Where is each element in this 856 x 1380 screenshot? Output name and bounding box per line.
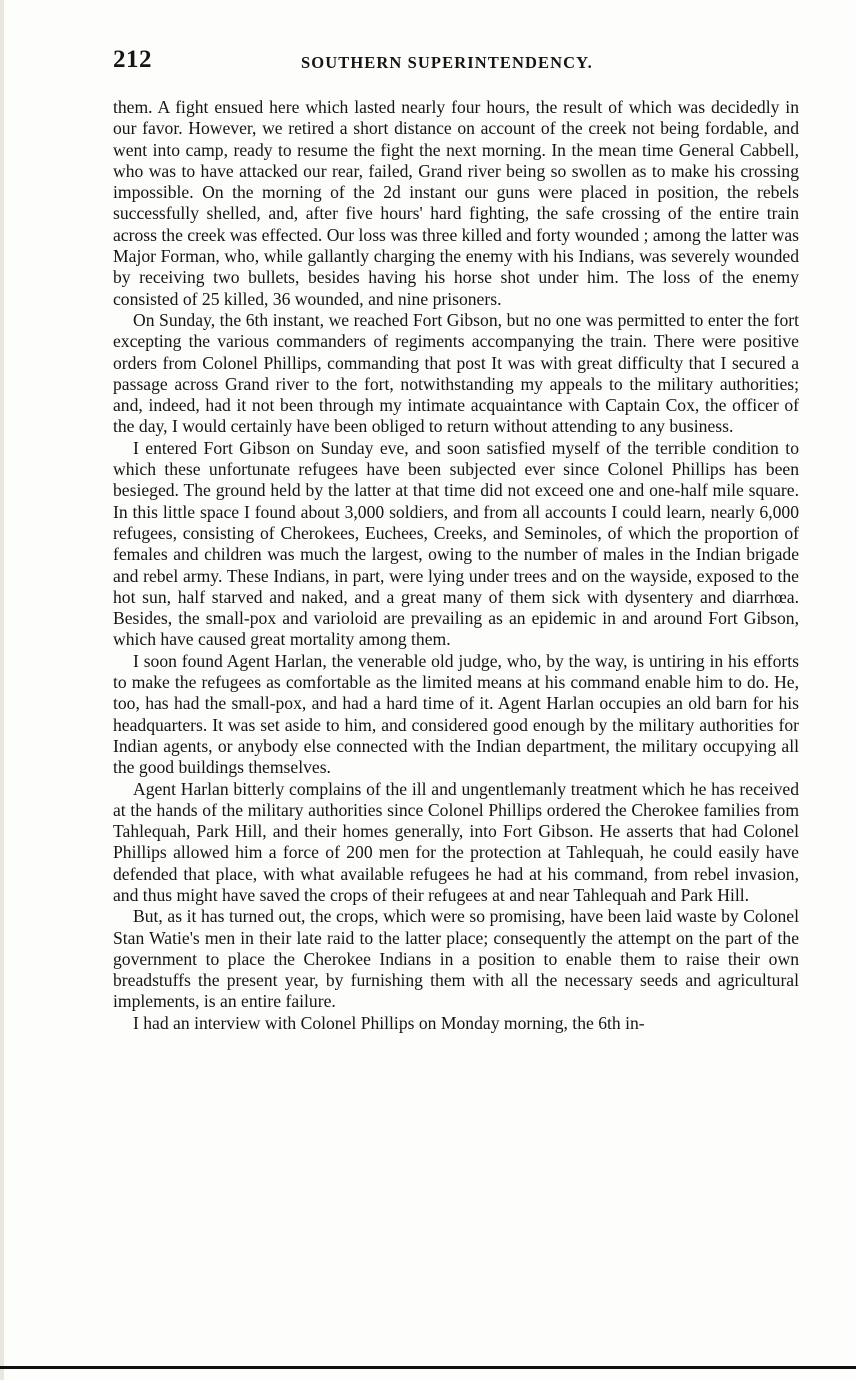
paragraph-6: But, as it has turned out, the crops, which were so promising, have been laid waste by Colonel Stan Watie's men in their late raid to the latter place; consequently the attempt on the part of the government to place the Cherokee Indians in a position to enable them to raise their own breadstuffs the present year, by furnishing them with all the necessary seeds and agricultural implements, is an entire failure.	[113, 906, 799, 1012]
paragraph-1: them. A fight ensued here which lasted nearly four hours, the result of which was decidedly in our favor. However, we retired a short distance on account of the creek not being fordable, and went into camp, ready to resume the fight the next morning. In the mean time General Cabbell, who was to have attacked our rear, failed, Grand river being so swollen as to make his crossing impossible. On the morning of the 2d instant our guns were placed in position, the rebels successfully shelled, and, after five hours' hard fighting, the safe crossing of the entire train across the creek was effected. Our loss was three killed and forty wounded ; among the latter was Major Forman, who, while gallantly charging the enemy with his Indians, was severely wounded by receiving two bullets, besides having his horse shot under him. The loss of the enemy consisted of 25 killed, 36 wounded, and nine prisoners.	[113, 97, 799, 309]
paragraph-3: I entered Fort Gibson on Sunday eve, and soon satisfied myself of the terrible condition to which these unfortunate refugees have been subjected ever since Colonel Phillips has been besieged. The ground held by the latter at that time did not exceed one and one-half mile square. In this little space I found about 3,000 soldiers, and from all accounts I could learn, nearly 6,000 refugees, consisting of Cherokees, Euchees, Creeks, and Seminoles, of which the proportion of females and children was much the largest, owing to the number of males in the Indian brigade and rebel army. These Indians, in part, were lying under trees and on the wayside, exposed to the hot sun, half starved and naked, and a great many of them sick with dysentery and diarrhœa. Besides, the small-pox and varioloid are prevailing as an epidemic in and around Fort Gibson, which have caused great mortality among them.	[113, 437, 799, 650]
page-number: 212	[113, 46, 152, 73]
page-edge-shadow	[0, 0, 4, 1380]
page-header	[113, 46, 803, 80]
paragraph-5: Agent Harlan bitterly complains of the ill and ungentlemanly treatment which he has received at the hands of the military authorities since Colonel Phillips ordered the Cherokee families from Tahlequah, Park Hill, and their homes generally, into Fort Gibson. He asserts that had Colonel Phillips allowed him a force of 200 men for the protection at Tahlequah, he could easily have defended that place, with what available refugees he had at his command, from rebel invasion, and thus might have saved the crops of their refugees at and near Tahlequah and Park Hill.	[113, 778, 799, 905]
paragraph-2: On Sunday, the 6th instant, we reached Fort Gibson, but no one was permitted to enter the fort excepting the various commanders of regiments accompanying the train. There were positive orders from Colonel Phillips, commanding that post It was with great difficulty that I secured a passage across Grand river to the fort, notwithstanding my appeals to the military authorities; and, indeed, had it not been through my intimate acquaintance with Captain Cox, the officer of the day, I would certainly have been obliged to return without attending to any business.	[113, 309, 799, 437]
page-bottom-edge	[0, 1366, 856, 1369]
paragraph-4: I soon found Agent Harlan, the venerable old judge, who, by the way, is untiring in his efforts to make the refugees as comfortable as the limited means at his command enable him to do. He, too, has had the small-pox, and had a hard time of it. Agent Harlan occupies an old barn for his headquarters. It was set aside to him, and considered good enough by the military authorities for Indian agents, or anybody else connected with the Indian department, the military occupying all the good buildings themselves.	[113, 650, 799, 778]
body-text	[113, 97, 799, 1034]
paragraph-7: I had an interview with Colonel Phillips on Monday morning, the 6th in-	[133, 1012, 645, 1033]
running-head: SOUTHERN SUPERINTENDENCY.	[301, 53, 593, 72]
